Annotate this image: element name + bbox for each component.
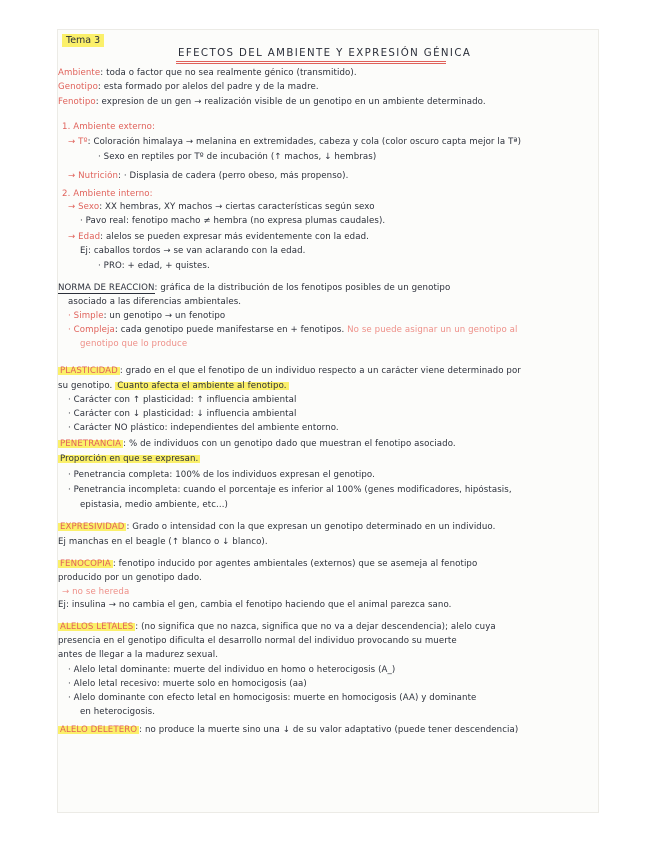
note-text: · Alelo dominante con efecto letal en homocigosis: muerte en homocigosis (AA) y dominante	[68, 693, 477, 703]
note-text: · Simple	[68, 311, 104, 321]
note-line	[58, 82, 598, 93]
note-line	[58, 189, 598, 200]
note-text: · Pavo real: fenotipo macho ≠ hembra (no expresa plumas caudales).	[80, 216, 386, 226]
note-text: · Sexo en reptiles por Tº de incubación (↑ machos, ↓ hembras)	[98, 152, 377, 162]
note-text: · Compleja	[68, 325, 115, 335]
note-text: : Grado o intensidad con la que expresan un genotipo determinado en un individuo.	[126, 522, 496, 532]
highlighted-term: Cuanto afecta el ambiente al fenotipo.	[117, 381, 287, 391]
note-text: · Carácter NO plástico: independientes del ambiente entorno.	[68, 423, 339, 433]
note-text: genotipo que lo produce	[80, 339, 188, 349]
note-line	[58, 522, 598, 533]
note-line	[58, 423, 598, 434]
note-line	[58, 137, 598, 148]
note-text: · Penetrancia incompleta: cuando el porcentaje es inferior al 100% (genes modificadores, hipóstasis,	[68, 485, 512, 495]
note-text: su genotipo.	[58, 381, 116, 391]
note-text: · Carácter con ↓ plasticidad: ↓ influencia ambiental	[68, 409, 297, 419]
note-text: : % de individuos con un genotipo dado que muestran el fenotipo asociado.	[123, 439, 456, 449]
note-line	[58, 202, 598, 213]
note-text: Ambiente	[58, 68, 101, 78]
note-text: → no se hereda	[62, 587, 130, 597]
note-text: · Carácter con ↑ plasticidad: ↑ influencia ambiental	[68, 395, 297, 405]
note-line	[58, 395, 598, 406]
note-text: : · Displasia de cadera (perro obeso, más propenso).	[118, 171, 349, 181]
note-line	[58, 97, 598, 108]
note-line	[58, 366, 598, 377]
note-text: : cada genotipo puede manifestarse en + fenotipos.	[114, 325, 348, 335]
note-text: : Coloración himalaya → melanina en extremidades, cabeza y cola (color oscuro capta mejor la Tª)	[87, 137, 522, 147]
note-text: : esta formado por alelos del padre y de la madre.	[97, 82, 319, 92]
note-text: Ej manchas en el beagle (↑ blanco o ↓ blanco).	[58, 537, 268, 547]
note-text: antes de llegar a la madurez sexual.	[58, 650, 219, 660]
note-line	[58, 232, 598, 243]
note-text: → Tº	[68, 137, 88, 147]
note-text: asociado a las diferencias ambientales.	[68, 297, 242, 307]
note-line	[58, 587, 598, 598]
highlighted-term: EXPRESIVIDAD	[60, 522, 125, 532]
note-text: Ej: insulina → no cambia el gen, cambia el fenotipo haciendo que el animal parezca sano.	[58, 600, 452, 610]
note-line	[58, 311, 598, 322]
note-line	[58, 600, 598, 611]
title-underline-2	[176, 63, 446, 64]
title-underline	[176, 61, 446, 62]
note-line	[58, 650, 598, 661]
page-title: EFECTOS DEL AMBIENTE Y EXPRESIÓN GÉNICA	[178, 48, 472, 59]
note-line	[58, 679, 598, 690]
note-line	[58, 665, 598, 676]
note-text: : gráfica de la distribución de los fenotipos posibles de un genotipo	[154, 283, 451, 293]
note-text: NORMA DE REACCIÓN	[58, 283, 155, 293]
note-line	[58, 283, 598, 294]
note-line	[58, 485, 598, 496]
note-text: : fenotipo inducido por agentes ambientales (externos) que se asemeja al fenotipo	[112, 559, 478, 569]
note-text: : alelos se pueden expresar más evidentemente con la edad.	[100, 232, 369, 242]
highlighted-term: Proporción en que se expresan.	[60, 454, 199, 464]
note-text: → Sexo	[68, 202, 100, 212]
note-line	[58, 261, 598, 272]
highlighted-term: ALELO DELETERO	[60, 725, 138, 735]
note-text: : no produce la muerte sino una ↓ de su valor adaptativo (puede tener descendencia)	[139, 725, 519, 735]
note-text: 2. Ambiente interno:	[62, 189, 153, 199]
note-text: : (no significa que no nazca, significa que no va a dejar descendencia); alelo cuya	[135, 622, 496, 632]
note-line	[58, 707, 598, 718]
topic-label: Tema 3	[62, 34, 104, 47]
note-text: · PRO: + edad, + quistes.	[98, 261, 210, 271]
highlighted-term: PENETRANCIA	[60, 439, 122, 449]
note-line	[58, 439, 598, 450]
note-line	[58, 381, 598, 392]
note-line	[58, 297, 598, 308]
note-text: Ej: caballos tordos → se van aclarando con la edad.	[80, 246, 306, 256]
note-line	[58, 68, 598, 79]
note-line	[58, 454, 598, 465]
note-text: · Alelo letal recesivo: muerte solo en homocigosis (aa)	[68, 679, 307, 689]
note-text: → Nutrición	[68, 171, 119, 181]
highlighted-term: PLASTICIDAD	[60, 366, 118, 376]
highlighted-term: FENOCOPIA	[60, 559, 111, 569]
note-text: · Penetrancia completa: 100% de los individuos expresan el genotipo.	[68, 470, 375, 480]
note-line	[58, 339, 598, 350]
note-text: Genotipo	[58, 82, 98, 92]
note-line	[58, 171, 598, 182]
note-text: · Alelo letal dominante: muerte del individuo en homo o heterocigosis (A_)	[68, 665, 396, 675]
note-text: 1. Ambiente externo:	[62, 122, 156, 132]
note-line	[58, 725, 598, 736]
note-line	[58, 559, 598, 570]
note-text: : grado en el que el fenotipo de un individuo respecto a un carácter viene determinado por	[119, 366, 521, 376]
note-line	[58, 216, 598, 227]
note-line	[58, 325, 598, 336]
note-text: No se puede asignar un un genotipo al	[347, 325, 518, 335]
note-text: Fenotipo	[58, 97, 96, 107]
note-text: : toda o factor que no sea realmente génico (transmitido).	[100, 68, 357, 78]
note-text: presencia en el genotipo dificulta el desarrollo normal del individuo provocando su muerte	[58, 636, 457, 646]
note-text: → Edad	[68, 232, 101, 242]
highlighted-term: ALELOS LETALES	[60, 622, 134, 632]
note-line	[58, 537, 598, 548]
note-text: : un genotipo → un fenotipo	[103, 311, 226, 321]
note-text: : expresion de un gen → realización visible de un genotipo en un ambiente determinado.	[95, 97, 486, 107]
note-line	[58, 573, 598, 584]
note-line	[58, 693, 598, 704]
notes-page	[58, 30, 598, 812]
note-line	[58, 152, 598, 163]
note-line	[58, 246, 598, 257]
note-line	[58, 470, 598, 481]
note-text: : XX hembras, XY machos → ciertas características según sexo	[99, 202, 375, 212]
note-line	[58, 622, 598, 633]
note-line	[58, 409, 598, 420]
note-line	[58, 122, 598, 133]
note-text: epistasia, medio ambiente, etc...)	[80, 500, 228, 510]
note-line	[58, 636, 598, 647]
note-line	[58, 500, 598, 511]
note-text: producido por un genotipo dado.	[58, 573, 202, 583]
note-text: en heterocigosis.	[80, 707, 156, 717]
